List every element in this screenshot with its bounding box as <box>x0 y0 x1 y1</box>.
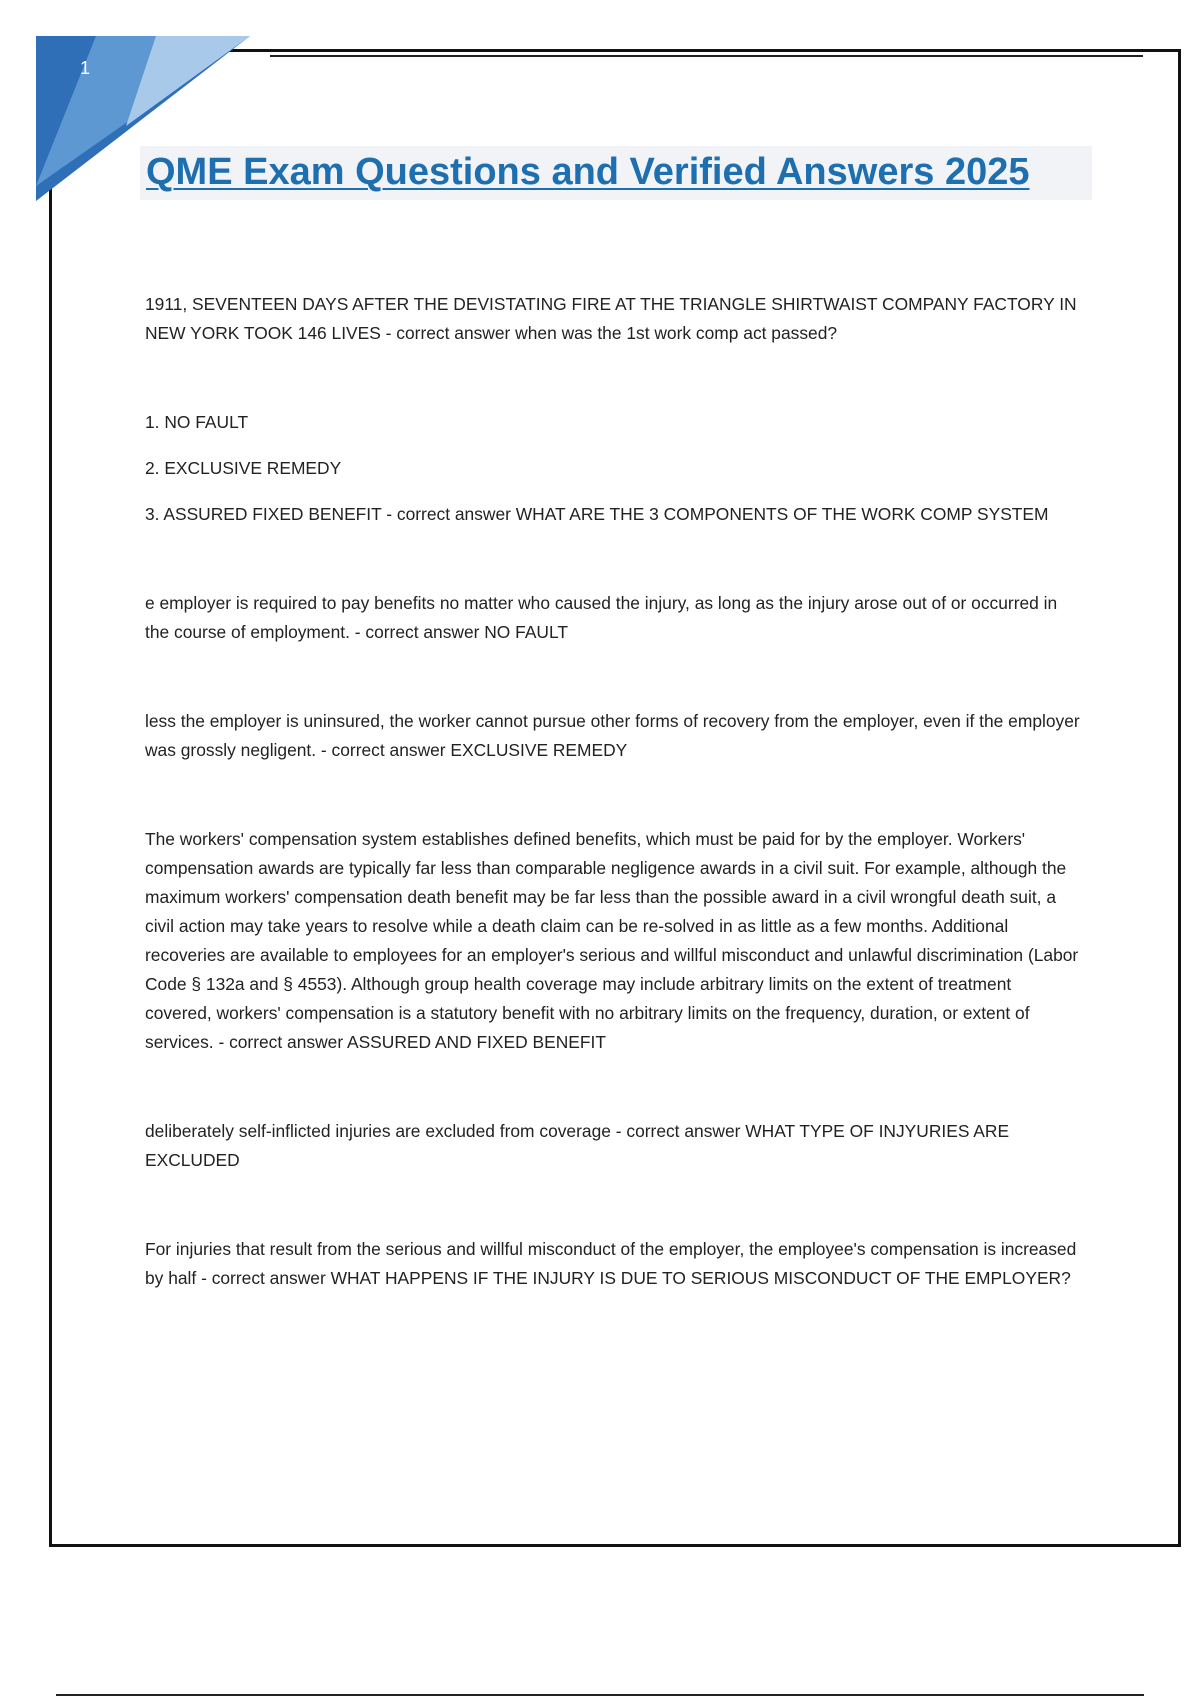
footer-rule <box>56 1694 1144 1696</box>
qa-entry <box>145 707 1080 765</box>
qa-text: 1911, SEVENTEEN DAYS AFTER THE DEVISTATING FIRE AT THE TRIANGLE SHIRTWAIST COMPANY FACTORY IN NEW YORK TOOK 146 LIVES - correct answer when was the 1st work comp act passed? <box>145 294 1077 343</box>
qa-entry <box>145 408 1080 529</box>
document-title: QME Exam Questions and Verified Answers 2025 <box>146 151 1030 193</box>
qa-text: The workers' compensation system establishes defined benefits, which must be paid for by the employer. Workers' compensation awards are typically far less than comparable negligence awards in a civil suit. For example, although the maximum workers' compensation death benefit may be far less than the possible award in a civil wrongful death suit, a civil action may take years to resolve while a death claim can be re-solved in as little as a few months. Additional recoveries are available to employees for an employer's serious and willful misconduct and unlawful discrimination (Labor Code § 132a and § 4553). Although group health coverage may include arbitrary limits on the extent of treatment covered, workers' compensation is a statutory benefit with no arbitrary limits on the frequency, duration, or extent of services. - correct answer ASSURED AND FIXED BENEFIT <box>145 829 1079 1052</box>
qa-text: For injuries that result from the serious and willful misconduct of the employer, the employee's compensation is increased by half - correct answer WHAT HAPPENS IF THE INJURY IS DUE TO SERIOUS MISCONDUCT OF THE EMPLOYER? <box>145 1239 1077 1288</box>
header-rule <box>270 55 1143 57</box>
qa-entry <box>145 825 1080 1057</box>
qa-entry <box>145 1235 1080 1293</box>
qa-entry <box>145 290 1080 348</box>
qa-entry <box>145 1117 1080 1175</box>
qa-entry <box>145 589 1080 647</box>
qa-list-item: 3. ASSURED FIXED BENEFIT - correct answer WHAT ARE THE 3 COMPONENTS OF THE WORK COMP SYSTEM <box>145 504 1049 524</box>
page-number: 1 <box>80 58 91 78</box>
qa-list-item: 2. EXCLUSIVE REMEDY <box>145 458 342 478</box>
qa-list-item: 1. NO FAULT <box>145 412 249 432</box>
qa-text: less the employer is uninsured, the worker cannot pursue other forms of recovery from the employer, even if the employer was grossly negligent. - correct answer EXCLUSIVE REMEDY <box>145 711 1080 760</box>
title-banner <box>140 146 1092 200</box>
qa-text: deliberately self-inflicted injuries are excluded from coverage - correct answer WHAT TYPE OF INJYURIES ARE EXCLUDED <box>145 1121 1010 1170</box>
qa-content <box>145 290 1080 1293</box>
qa-text: e employer is required to pay benefits no matter who caused the injury, as long as the injury arose out of or occurred in the course of employment. - correct answer NO FAULT <box>145 593 1058 642</box>
